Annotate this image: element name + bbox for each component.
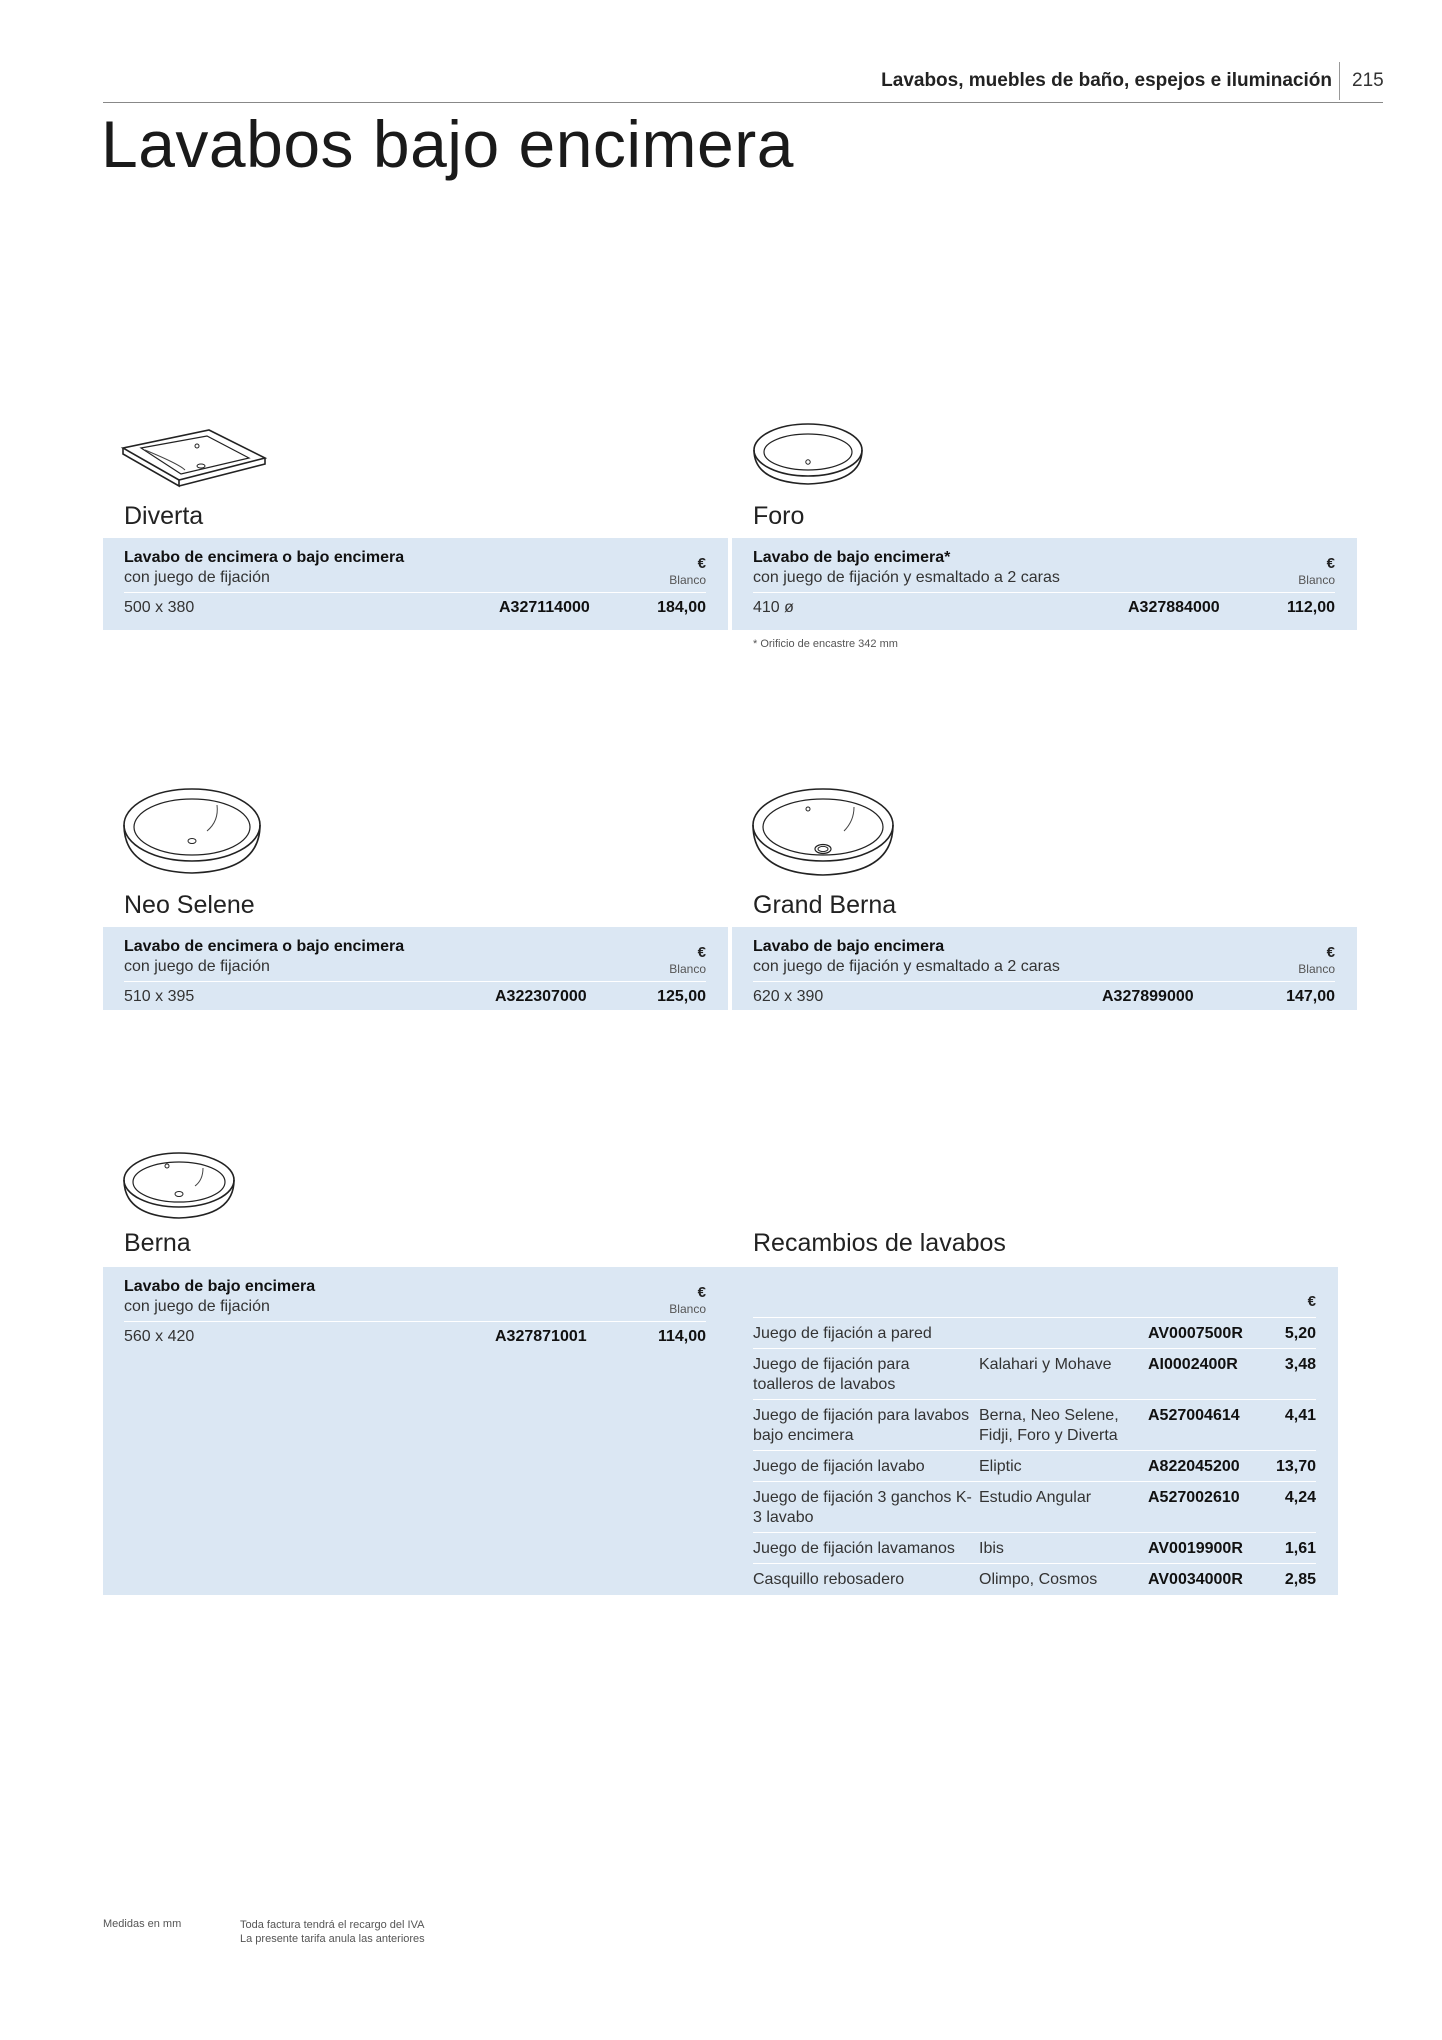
product-price: 125,00	[657, 988, 706, 1005]
page-number: 215	[1352, 70, 1384, 91]
product-description-subtitle: con juego de fijación	[124, 1298, 270, 1315]
product-panel	[103, 927, 728, 1010]
product-description-title: Lavabo de bajo encimera*	[753, 549, 951, 566]
product-description-subtitle: con juego de fijación y esmaltado a 2 caras	[753, 958, 1060, 975]
round-washbasin-drawing-icon	[121, 785, 263, 877]
row-separator	[753, 592, 1335, 593]
spare-models: Olimpo, Cosmos	[979, 1571, 1098, 1588]
spare-item: Juego de fijación lavabo	[753, 1458, 925, 1475]
footer-note: Toda factura tendrá el recargo del IVA	[240, 1919, 425, 1931]
product-code: A327899000	[1102, 988, 1194, 1005]
row-separator	[753, 1563, 1316, 1564]
footer-note: La presente tarifa anula las anteriores	[240, 1933, 425, 1945]
finish-label: Blanco	[669, 962, 706, 976]
spare-models: Berna, Neo Selene, Fidji, Foro y Diverta	[979, 1407, 1119, 1444]
spare-models: Ibis	[979, 1540, 1004, 1557]
product-code: A327871001	[495, 1328, 587, 1345]
product-diverta	[103, 420, 728, 630]
row-separator	[753, 1532, 1316, 1533]
spare-item: Casquillo rebosadero	[753, 1571, 905, 1588]
product-dimensions: 560 x 420	[124, 1328, 195, 1345]
header-divider	[1339, 62, 1340, 100]
currency-label: €	[697, 555, 706, 572]
page-title: Lavabos bajo encimera	[101, 107, 794, 181]
oval-washbasin-drawing-icon	[750, 785, 896, 879]
spare-models: Kalahari y Mohave	[979, 1356, 1112, 1373]
product-description-subtitle: con juego de fijación	[124, 569, 270, 586]
spares-title: Recambios de lavabos	[753, 1229, 1006, 1257]
spare-item: Juego de fijación para lavabos bajo encimera	[753, 1407, 970, 1444]
spare-price: 13,70	[1275, 1458, 1316, 1475]
product-code: A322307000	[495, 988, 587, 1005]
product-description-title: Lavabo de bajo encimera	[753, 938, 945, 955]
row-separator	[753, 1317, 1316, 1318]
spare-price: 3,48	[1284, 1356, 1316, 1373]
finish-label: Blanco	[669, 1302, 706, 1316]
oval-washbasin-drawing-icon	[121, 1150, 237, 1220]
header-rule	[103, 102, 1383, 103]
product-panel	[732, 927, 1357, 1010]
spare-code: A527002610	[1148, 1489, 1240, 1506]
currency-label: €	[1326, 555, 1335, 572]
footer-units-note: Medidas en mm	[103, 1918, 182, 1930]
product-berna	[103, 1150, 728, 1595]
spare-code: AI0002400R	[1148, 1356, 1238, 1373]
row-separator	[753, 1348, 1316, 1349]
spare-price: 5,20	[1284, 1325, 1316, 1342]
product-name: Diverta	[124, 502, 204, 530]
product-description-title: Lavabo de encimera o bajo encimera	[124, 549, 405, 566]
spare-item: Juego de fijación para toalleros de lavabos	[753, 1356, 910, 1393]
product-neo-selene	[103, 785, 728, 1010]
footnote: * Orificio de encastre 342 mm	[753, 638, 898, 650]
row-separator	[124, 592, 706, 593]
product-name: Berna	[124, 1229, 191, 1257]
spare-code: AV0019900R	[1148, 1540, 1243, 1557]
currency-label: €	[1326, 944, 1335, 961]
finish-label: Blanco	[1298, 962, 1335, 976]
spare-price: 1,61	[1284, 1540, 1316, 1557]
product-grand-berna	[732, 785, 1357, 1010]
product-description-title: Lavabo de encimera o bajo encimera	[124, 938, 405, 955]
product-panel	[103, 1267, 728, 1595]
row-separator	[753, 981, 1335, 982]
product-dimensions: 620 x 390	[753, 988, 824, 1005]
product-name: Neo Selene	[124, 891, 255, 919]
spare-code: AV0034000R	[1148, 1571, 1243, 1588]
spare-code: AV0007500R	[1148, 1325, 1243, 1342]
product-description-subtitle: con juego de fijación	[124, 958, 270, 975]
product-foro	[732, 420, 1357, 650]
product-panel	[732, 538, 1357, 630]
row-separator	[753, 1450, 1316, 1451]
spare-item: Juego de fijación lavamanos	[753, 1540, 955, 1557]
spare-code: A822045200	[1148, 1458, 1240, 1475]
product-price: 112,00	[1286, 599, 1335, 616]
product-description-subtitle: con juego de fijación y esmaltado a 2 caras	[753, 569, 1060, 586]
row-separator	[124, 981, 706, 982]
footer-legal-notes	[240, 1918, 425, 1946]
product-dimensions: 500 x 380	[124, 599, 195, 616]
row-separator	[124, 1321, 706, 1322]
product-dimensions: 510 x 395	[124, 988, 195, 1005]
rectangular-washbasin-drawing-icon	[119, 424, 269, 490]
currency-label: €	[1307, 1293, 1316, 1310]
spare-price: 2,85	[1284, 1571, 1316, 1588]
product-dimensions: 410 ø	[753, 599, 794, 616]
product-panel	[103, 538, 728, 630]
currency-label: €	[697, 944, 706, 961]
currency-label: €	[697, 1284, 706, 1301]
spare-item: Juego de fijación 3 ganchos K-3 lavabo	[753, 1489, 972, 1526]
spare-models: Estudio Angular	[979, 1489, 1092, 1506]
product-description-title: Lavabo de bajo encimera	[124, 1278, 316, 1295]
product-name: Foro	[753, 502, 805, 530]
product-price: 114,00	[657, 1328, 706, 1345]
finish-label: Blanco	[1298, 573, 1335, 587]
finish-label: Blanco	[669, 573, 706, 587]
product-price: 184,00	[657, 599, 706, 616]
spare-code: A527004614	[1148, 1407, 1240, 1424]
product-code: A327114000	[499, 599, 590, 616]
product-price: 147,00	[1286, 988, 1335, 1005]
product-name: Grand Berna	[753, 891, 897, 919]
spares-table	[728, 1267, 1338, 1595]
spare-price: 4,24	[1284, 1489, 1316, 1506]
spare-models: Eliptic	[979, 1458, 1022, 1475]
spare-item: Juego de fijación a pared	[753, 1325, 932, 1342]
product-code: A327884000	[1128, 599, 1220, 616]
oval-washbasin-drawing-icon	[750, 420, 866, 488]
spare-price: 4,41	[1284, 1407, 1316, 1424]
row-separator	[753, 1399, 1316, 1400]
section-header: Lavabos, muebles de baño, espejos e iluminación	[881, 70, 1332, 91]
row-separator	[753, 1481, 1316, 1482]
